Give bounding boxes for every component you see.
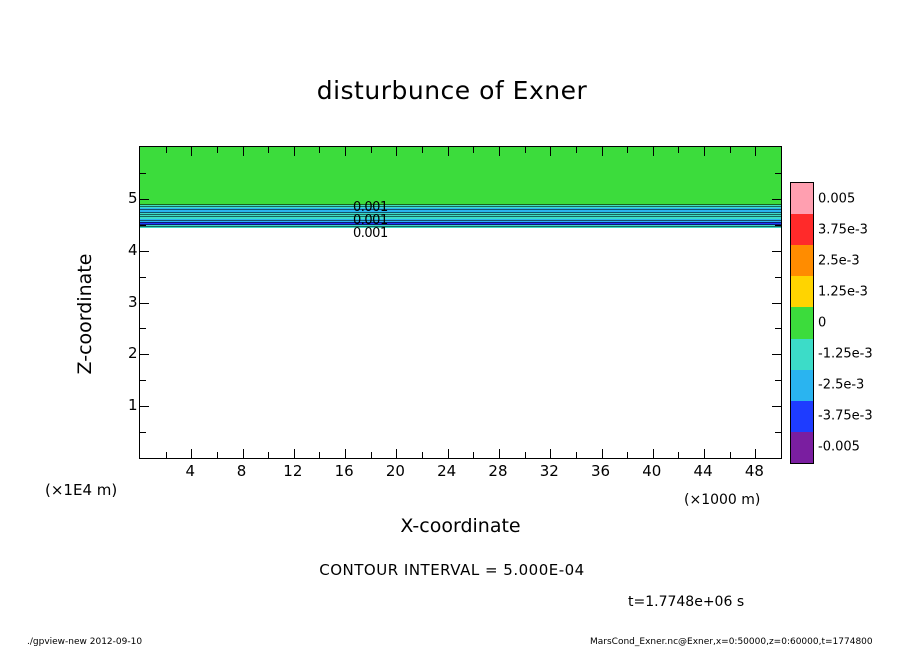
x-tick [191, 147, 192, 156]
y-tick-label: 2 [128, 344, 138, 363]
y-tick [140, 354, 149, 355]
x-tick-label: 48 [744, 462, 764, 480]
x-tick [525, 147, 526, 153]
x-tick [191, 449, 192, 458]
x-tick [243, 147, 244, 156]
y-tick [772, 303, 781, 304]
colorbar-label: 0.005 [818, 191, 856, 207]
x-tick [422, 452, 423, 458]
x-tick [243, 449, 244, 458]
x-tick [319, 452, 320, 458]
x-axis-title: X-coordinate [400, 515, 521, 537]
x-tick-label: 12 [283, 462, 303, 480]
x-tick [473, 147, 474, 153]
colorbar-label: -3.75e-3 [818, 408, 873, 424]
contour-line [140, 209, 781, 210]
contour-line [140, 206, 781, 207]
contour-label: 0.001 [353, 200, 388, 215]
x-tick [371, 147, 372, 153]
y-tick [140, 251, 149, 252]
colorbar-cell [791, 370, 813, 401]
heatmap-band [140, 228, 781, 458]
footer-right: MarsCond_Exner.nc@Exner,x=0:50000,z=0:60000,t=1774800 [590, 637, 873, 647]
x-tick [217, 452, 218, 458]
x-tick [448, 147, 449, 156]
colorbar-label: 3.75e-3 [818, 222, 868, 238]
x-tick [550, 147, 551, 156]
colorbar-cell [791, 276, 813, 307]
y-axis-title: Z-coordinate [74, 253, 96, 375]
y-tick [775, 225, 781, 226]
x-tick [499, 449, 500, 458]
contour-line [140, 214, 781, 215]
y-tick [775, 277, 781, 278]
colorbar-cell [791, 401, 813, 432]
contour-line [140, 212, 781, 213]
y-tick [772, 406, 781, 407]
contour-line [140, 226, 781, 227]
x-tick [217, 147, 218, 153]
contour-interval-text: CONTOUR INTERVAL = 5.000E-04 [319, 561, 585, 579]
y-tick [772, 251, 781, 252]
contour-label: 0.001 [353, 213, 388, 228]
colorbar-cell [791, 245, 813, 276]
x-tick [294, 449, 295, 458]
colorbar-label: -2.5e-3 [818, 377, 865, 393]
contour-label: 0.001 [353, 226, 388, 241]
x-tick [319, 147, 320, 153]
y-tick [140, 303, 149, 304]
colorbar-cell [791, 183, 813, 214]
x-tick-label: 28 [488, 462, 508, 480]
x-tick [294, 147, 295, 156]
x-tick [653, 449, 654, 458]
x-tick-label: 16 [334, 462, 354, 480]
y-tick-label: 3 [128, 292, 138, 311]
x-tick [755, 147, 756, 156]
x-tick-label: 40 [642, 462, 662, 480]
x-tick [704, 147, 705, 156]
x-tick-label: 24 [437, 462, 457, 480]
x-tick [473, 452, 474, 458]
x-tick [627, 452, 628, 458]
colorbar-label: -0.005 [818, 439, 860, 455]
colorbar-cell [791, 432, 813, 463]
colorbar-label: 1.25e-3 [818, 284, 868, 300]
colorbar-label: 0 [818, 315, 827, 331]
x-tick-label: 32 [539, 462, 559, 480]
contour-line [140, 224, 781, 225]
contour-line [140, 220, 781, 221]
x-tick [576, 147, 577, 153]
x-tick [371, 452, 372, 458]
x-tick [781, 147, 782, 153]
colorbar-label: 2.5e-3 [818, 253, 860, 269]
x-tick [268, 452, 269, 458]
y-tick [140, 173, 146, 174]
x-tick-label: 36 [590, 462, 611, 480]
x-tick [730, 452, 731, 458]
x-tick [602, 147, 603, 156]
y-tick-label: 4 [128, 240, 138, 259]
colorbar [790, 182, 814, 464]
colorbar-cell [791, 339, 813, 370]
y-tick-label: 5 [128, 188, 138, 207]
x-tick-label: 20 [385, 462, 405, 480]
y-tick [140, 432, 146, 433]
x-tick [678, 147, 679, 153]
colorbar-cell [791, 307, 813, 338]
time-text: t=1.7748e+06 s [628, 594, 745, 610]
colorbar-label: -1.25e-3 [818, 346, 873, 362]
y-tick [140, 199, 149, 200]
x-tick [653, 147, 654, 156]
x-tick [268, 147, 269, 153]
x-tick [525, 452, 526, 458]
x-tick [755, 449, 756, 458]
contour-line [140, 216, 781, 217]
contour-line [140, 204, 781, 205]
y-tick [140, 277, 146, 278]
y-tick [775, 328, 781, 329]
footer-left: ./gpview-new 2012-09-10 [27, 637, 143, 647]
x-tick-label: 44 [693, 462, 713, 480]
contour-line [140, 222, 781, 223]
y-tick [775, 432, 781, 433]
x-tick [166, 452, 167, 458]
y-tick-label: 1 [128, 396, 138, 415]
x-tick [781, 452, 782, 458]
y-tick [140, 380, 146, 381]
x-tick [576, 452, 577, 458]
y-axis-unit: (×1E4 m) [45, 481, 118, 499]
x-tick [345, 449, 346, 458]
x-tick [627, 147, 628, 153]
x-tick-label: 4 [185, 462, 196, 480]
x-tick-label: 8 [236, 462, 247, 480]
x-tick [704, 449, 705, 458]
x-tick [396, 147, 397, 156]
y-tick [775, 380, 781, 381]
x-tick [730, 147, 731, 153]
x-tick [678, 452, 679, 458]
plot-area [139, 146, 782, 459]
chart-title: disturbunce of Exner [316, 76, 588, 105]
x-tick [448, 449, 449, 458]
y-tick [140, 225, 146, 226]
y-tick [775, 173, 781, 174]
heatmap-band [140, 147, 781, 201]
x-tick [396, 449, 397, 458]
contour-labels [353, 201, 388, 240]
x-tick [422, 147, 423, 153]
x-tick [499, 147, 500, 156]
x-tick [345, 147, 346, 156]
y-tick [140, 406, 149, 407]
y-tick [772, 354, 781, 355]
colorbar-cell [791, 214, 813, 245]
y-tick [772, 199, 781, 200]
x-tick [602, 449, 603, 458]
x-tick [166, 147, 167, 153]
y-tick [140, 328, 146, 329]
x-tick [550, 449, 551, 458]
x-axis-unit: (×1000 m) [684, 492, 761, 508]
